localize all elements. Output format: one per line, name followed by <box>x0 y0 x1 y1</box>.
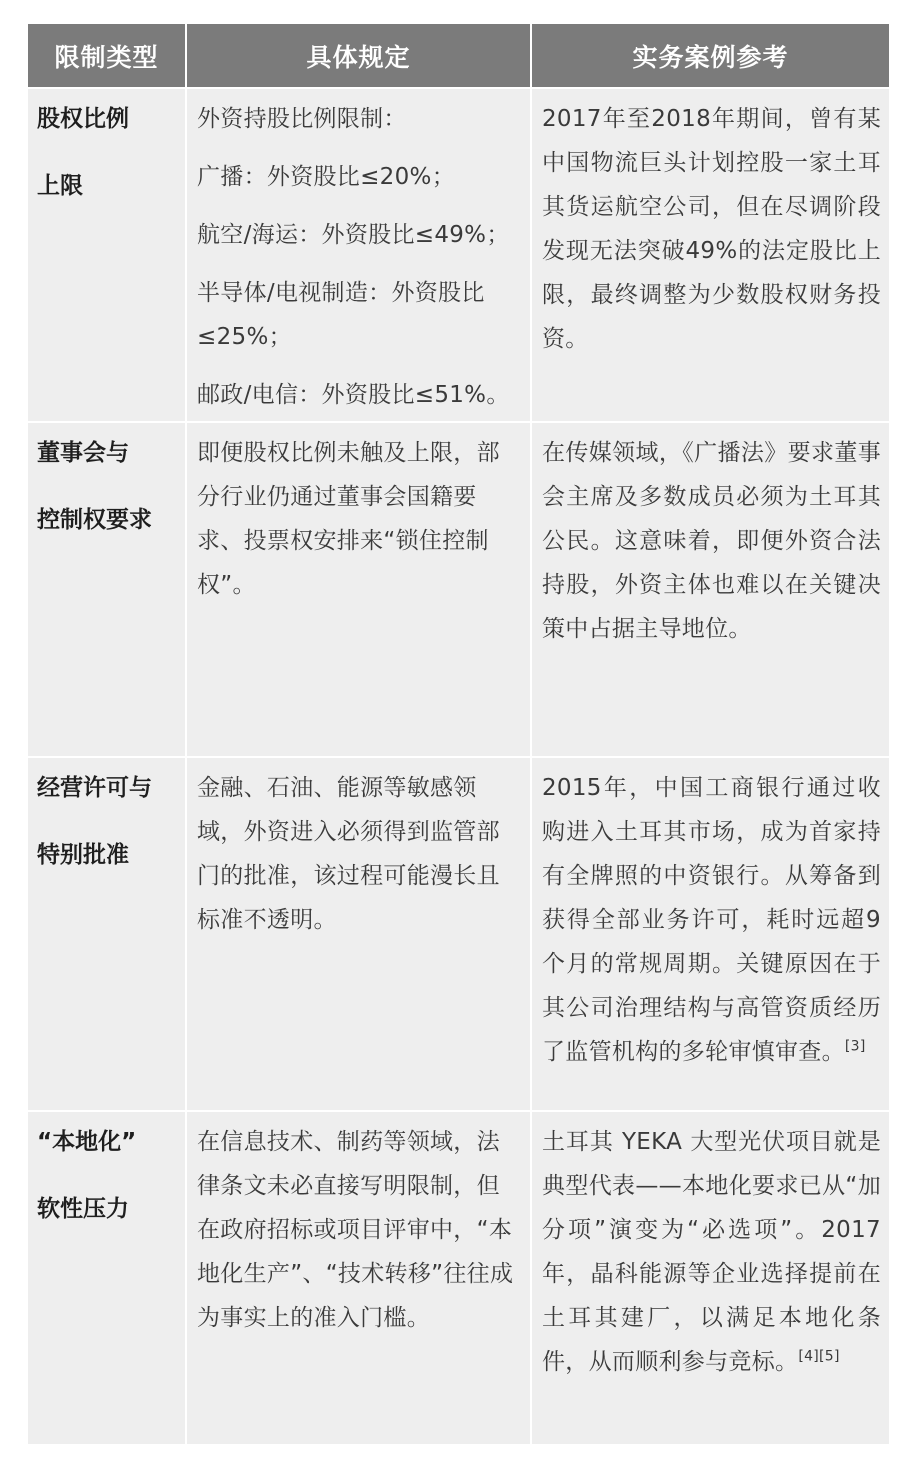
spec-text: 广播：外资股比≤20%； <box>197 164 455 190</box>
row-spec-cell <box>187 89 530 421</box>
case-text <box>542 1120 881 1384</box>
type-label: 董事会与 <box>37 440 129 466</box>
header-case: 实务案例参考 <box>532 24 889 87</box>
row-type-cell <box>28 423 185 756</box>
row-case-cell <box>532 423 889 756</box>
spec-text: 邮政/电信：外资股比≤51%。 <box>197 382 510 408</box>
spec-text: 外资持股比例限制： <box>197 106 407 132</box>
row-type-cell <box>28 758 185 1110</box>
row-spec-cell <box>187 1112 530 1444</box>
case-body: 土耳其 YEKA 大型光伏项目就是典型代表——本地化要求已从“加分项”演变为“必选项”。2017年，晶科能源等企业选择提前在土耳其建厂，以满足本地化条件，从而顺利参与竞标。 <box>542 1129 881 1375</box>
type-label: 上限 <box>37 173 83 199</box>
spec-text: 即便股权比例未触及上限，部分行业仍通过董事会国籍要求、投票权安排来“锁住控制权”。 <box>197 440 500 598</box>
spec-text: 航空/海运：外资股比≤49%； <box>197 222 510 248</box>
type-label: 控制权要求 <box>37 507 152 533</box>
row-case-cell <box>532 1112 889 1444</box>
case-text <box>542 431 881 651</box>
reference-mark: [4][5] <box>798 1348 840 1365</box>
header-type: 限制类型 <box>28 24 185 87</box>
reference-mark: [3] <box>844 1038 866 1055</box>
case-text <box>542 766 881 1074</box>
case-body: 在传媒领域，《广播法》要求董事会主席及多数成员必须为土耳其公民。这意味着，即便外资合法持股，外资主体也难以在关键决策中占据主导地位。 <box>542 440 881 642</box>
type-label: 股权比例 <box>37 106 129 132</box>
row-spec-cell <box>187 758 530 1110</box>
spec-text: 半导体/电视制造：外资股比≤25%； <box>197 280 485 350</box>
row-case-cell <box>532 758 889 1110</box>
type-label: 软性压力 <box>37 1196 129 1222</box>
row-spec-cell <box>187 423 530 756</box>
type-label: 特别批准 <box>37 842 129 868</box>
row-type-cell <box>28 1112 185 1444</box>
case-body: 2017年至2018年期间，曾有某中国物流巨头计划控股一家土耳其货运航空公司，但在尽调阶段发现无法突破49%的法定股比上限，最终调整为少数股权财务投资。 <box>542 106 881 352</box>
spec-text: 金融、石油、能源等敏感领域，外资进入必须得到监管部门的批准，该过程可能漫长且标准不透明。 <box>197 775 500 933</box>
row-type-cell <box>28 89 185 421</box>
case-body: 2015年，中国工商银行通过收购进入土耳其市场，成为首家持有全牌照的中资银行。从筹备到获得全部业务许可，耗时远超9个月的常规周期。关键原因在于其公司治理结构与高管资质经历了监管机构的多轮审慎审查。 <box>542 775 881 1065</box>
type-label: 经营许可与 <box>37 775 152 801</box>
header-spec: 具体规定 <box>187 24 530 87</box>
type-label: “本地化” <box>37 1129 137 1155</box>
row-case-cell <box>532 89 889 421</box>
case-text <box>542 97 881 361</box>
spec-text: 在信息技术、制药等领域，法律条文未必直接写明限制，但在政府招标或项目评审中，“本地化生产”、“技术转移”往往成为事实上的准入门槛。 <box>197 1129 514 1331</box>
regulation-table <box>28 24 887 1444</box>
